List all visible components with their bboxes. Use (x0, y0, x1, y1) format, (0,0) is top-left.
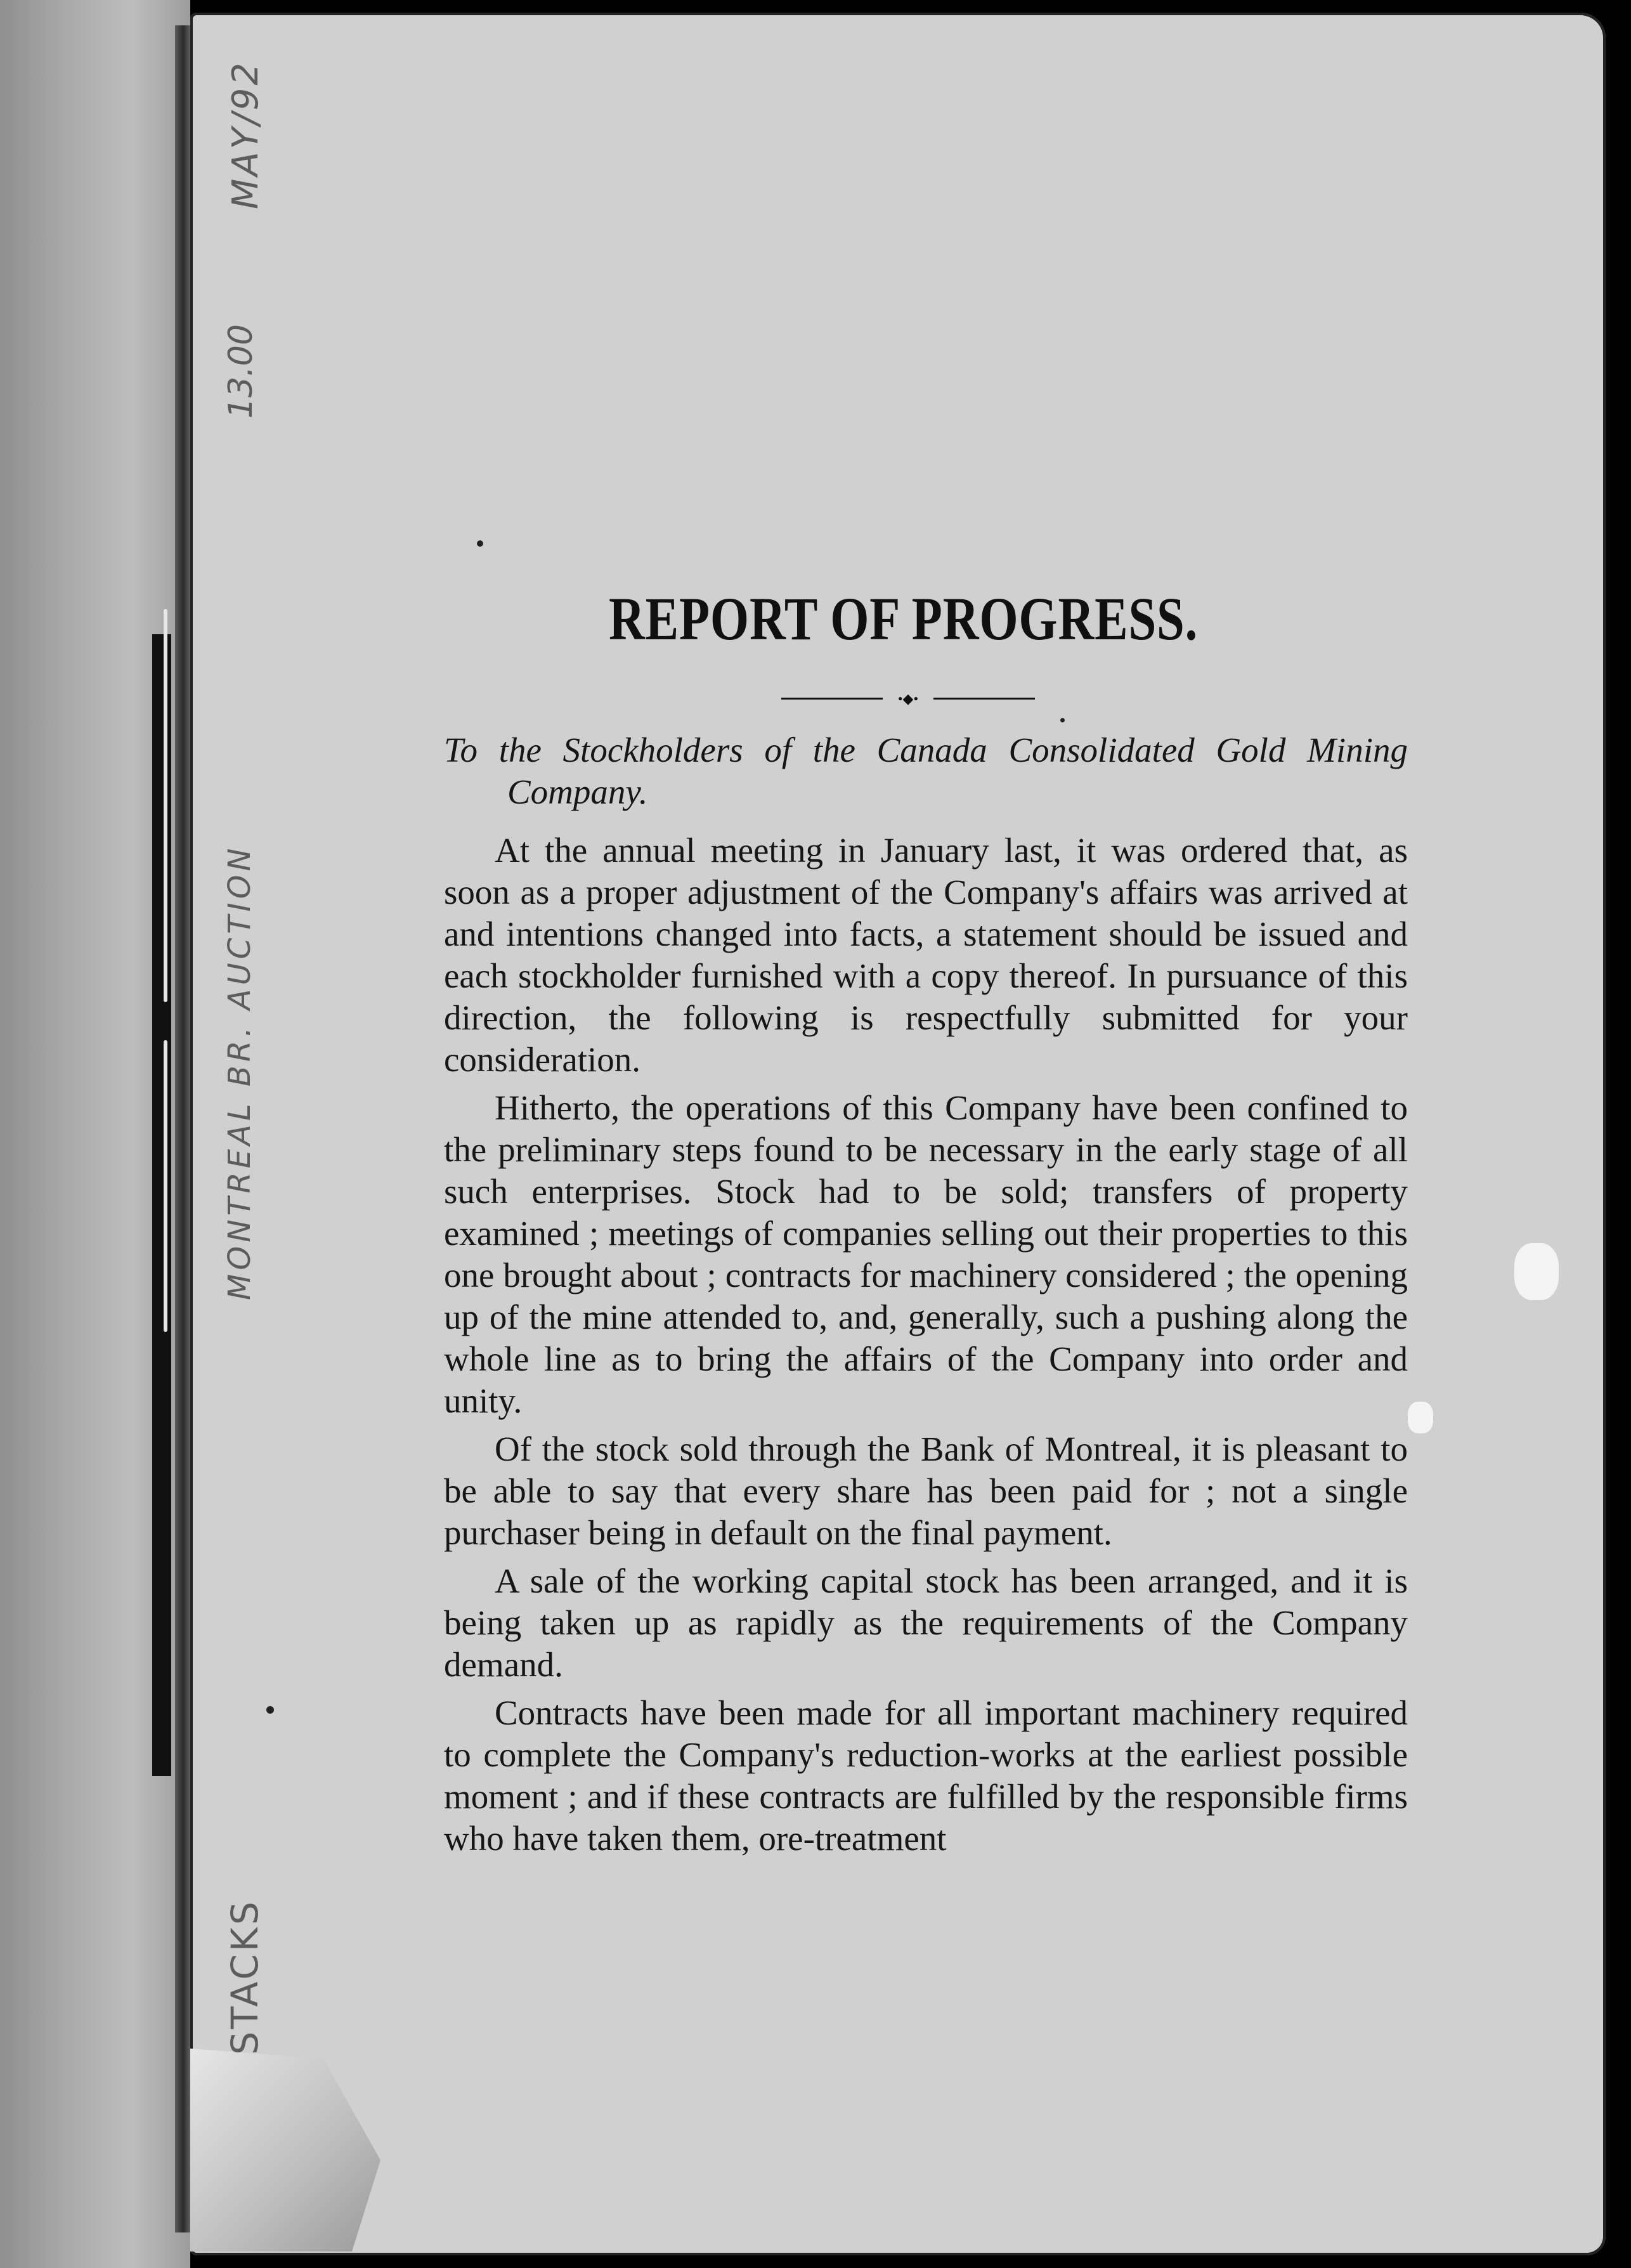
handwritten-date: MAY/92 (225, 60, 266, 209)
paragraph: Contracts have been made for all important machinery required to complete the Company's reduction-works at the earliest possible moment ; and if these contracts are fulfilled by the responsible firms who have taken them, ore-treatment (444, 1693, 1408, 1858)
paragraph: A sale of the working capital stock has been arranged, and it is being taken up as rapidly as the requirements of the Company demand. (444, 1561, 1408, 1684)
page-title: REPORT OF PROGRESS. (609, 585, 1199, 653)
paper-speck (266, 1706, 274, 1714)
paper-speck (1060, 718, 1065, 722)
report-body (444, 729, 1408, 1866)
paragraph: At the annual meeting in January last, it was ordered that, as soon as a proper adjustment of the Company's affairs was arrived at and intentions changed into facts, a statement should be issued and each stockholder furnished with a copy thereof. In pursuance of this direction, the following is respectfully submitted for your consideration. (444, 831, 1408, 1079)
ornament-dots: •◆• (897, 691, 919, 707)
paragraph: Of the stock sold through the Bank of Montreal, it is pleasant to be able to say that every share has been paid for ; not a single purchaser being in default on the final payment. (444, 1430, 1408, 1552)
binding-string (164, 609, 167, 1002)
ornament-rule-left (781, 698, 883, 700)
paragraph: Hitherto, the operations of this Company have been confined to the preliminary steps found to be necessary in the early stage of all such enterprises. Stock had to be sold; transfers of property examined ; meetings of companies selling out their properties to this one brought about ; contracts for machinery considered ; the opening up of the mine attended to, and, generally, such a pushing along the whole line as to bring the affairs of the Company into order and unity. (444, 1088, 1408, 1420)
salutation: To the Stockholders of the Canada Consolidated Gold Mining Company. (444, 731, 1408, 811)
binding-gutter (152, 634, 171, 1776)
cover-spine-edge (175, 25, 192, 2232)
paper-blemish (1408, 1402, 1433, 1433)
handwritten-note: MONTREAL BR. AUCTION (222, 844, 257, 1300)
handwritten-stacks: STACKS (223, 1899, 266, 2055)
handwritten-price: 13.00 (222, 324, 260, 419)
title-ornament (781, 691, 1035, 707)
binding-string (164, 1040, 167, 1332)
paper-blemish (1514, 1243, 1559, 1300)
ornament-rule-right (933, 698, 1035, 700)
paper-speck (477, 540, 483, 547)
